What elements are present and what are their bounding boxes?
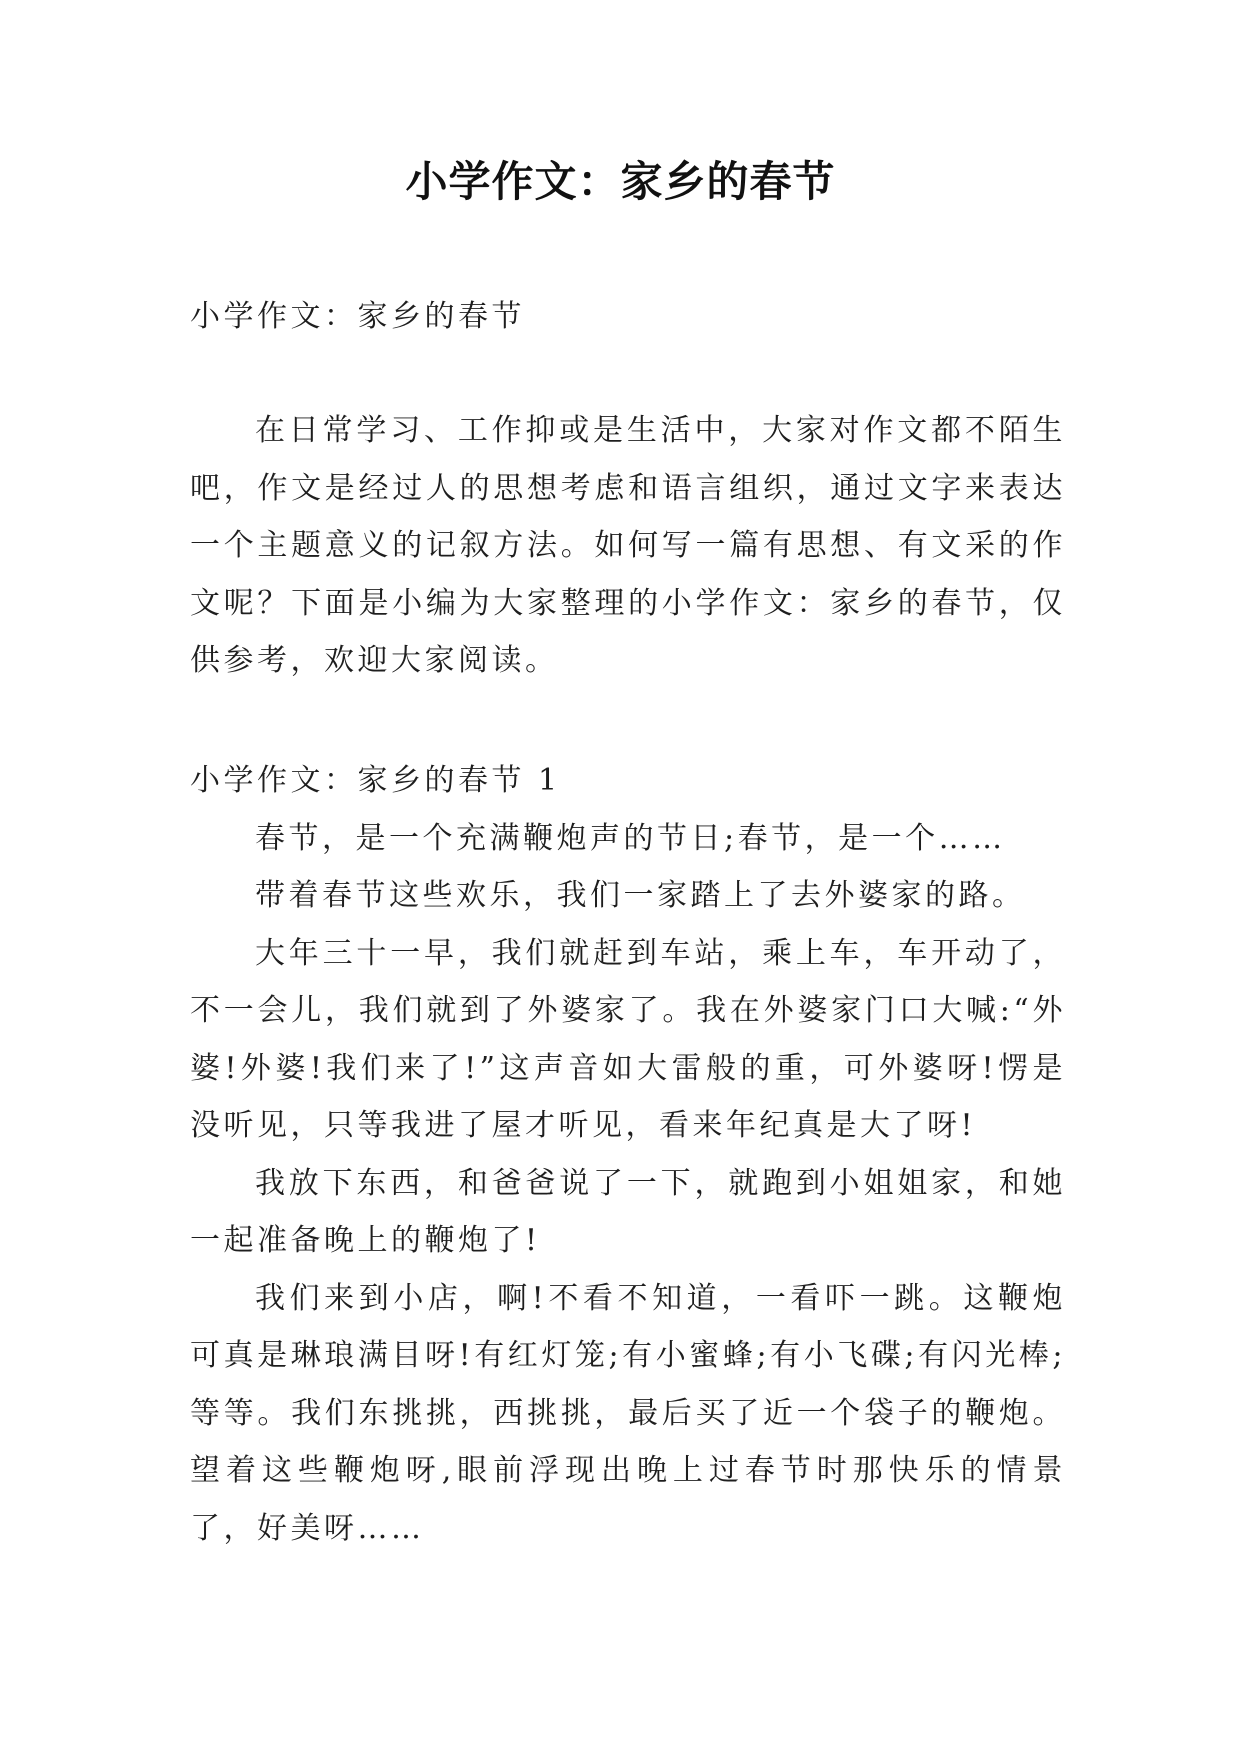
essay-paragraph-5: 我们来到小店，啊!不看不知道，一看吓一跳。这鞭炮可真是琳琅满目呀!有红灯笼;有小蜜蜂;有小飞碟;有闪光棒;等等。我们东挑挑，西挑挑，最后买了近一个袋子的鞭炮。望着这些鞭炮呀,眼前浮现出晚上过春节时那快乐的情景了，好美呀…… [190, 1280, 1066, 1546]
intro-block [190, 402, 1066, 690]
section-heading: 小学作文：家乡的春节 1 [190, 763, 561, 798]
essay-section [190, 752, 1066, 1557]
subtitle-block [190, 288, 1066, 346]
essay-paragraph-1: 春节，是一个充满鞭炮声的节日;春节，是一个…… [255, 820, 1006, 856]
document-title: 小学作文：家乡的春节 [405, 157, 836, 206]
subtitle: 小学作文：家乡的春节 [190, 299, 525, 334]
essay-paragraph-3: 大年三十一早，我们就赶到车站，乘上车，车开动了，不一会儿，我们就到了外婆家了。我在外婆家门口大喊:“外婆!外婆!我们来了!”这声音如大雷般的重，可外婆呀!愣是没听见，只等我进了屋才听见，看来年纪真是大了呀! [190, 935, 1066, 1143]
essay-paragraph-2: 带着春节这些欢乐，我们一家踏上了去外婆家的路。 [255, 878, 1026, 913]
intro-paragraph: 在日常学习、工作抑或是生活中，大家对作文都不陌生吧，作文是经过人的思想考虑和语言组织，通过文字来表达一个主题意义的记叙方法。如何写一篇有思想、有文采的作文呢？下面是小编为大家整理的小学作文：家乡的春节，仅供参考，欢迎大家阅读。 [190, 413, 1066, 678]
essay-paragraph-4: 我放下东西，和爸爸说了一下，就跑到小姐姐家，和她一起准备晚上的鞭炮了! [190, 1165, 1066, 1258]
